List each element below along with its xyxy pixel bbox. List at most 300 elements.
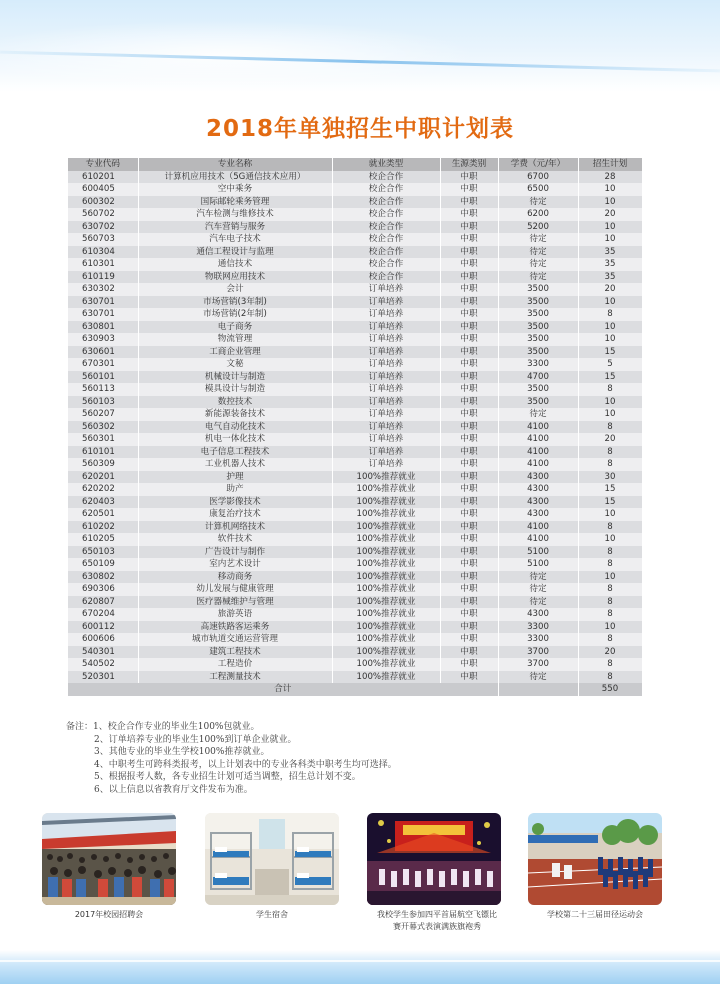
cell-tuition: 6700: [498, 171, 578, 184]
cell-employment-type: 订单培养: [332, 408, 440, 421]
cell-tuition: 待定: [498, 271, 578, 284]
table-row: [68, 296, 642, 309]
cell-employment-type: 订单培养: [332, 396, 440, 409]
cell-tuition: 待定: [498, 196, 578, 209]
cell-quota: 35: [578, 246, 642, 259]
cell-tuition: 待定: [498, 258, 578, 271]
cell-code: 600302: [68, 196, 138, 209]
cell-employment-type: 校企合作: [332, 183, 440, 196]
cell-tuition: 4100: [498, 421, 578, 434]
cell-student-source: 中职: [440, 521, 498, 534]
cell-major: 建筑工程技术: [138, 646, 332, 659]
table-body: [68, 171, 642, 684]
table-row: [68, 196, 642, 209]
cell-tuition: 6200: [498, 208, 578, 221]
cell-quota: 15: [578, 371, 642, 384]
cell-major: 软件技术: [138, 533, 332, 546]
cell-quota: 28: [578, 171, 642, 184]
cell-code: 630903: [68, 333, 138, 346]
cell-tuition: 3500: [498, 283, 578, 296]
table-row: [68, 508, 642, 521]
cell-major: 计算机应用技术（5G通信技术应用）: [138, 171, 332, 184]
cell-major: 工商企业管理: [138, 346, 332, 359]
note-line-1: [66, 721, 666, 734]
cell-student-source: 中职: [440, 271, 498, 284]
cell-student-source: 中职: [440, 546, 498, 559]
cell-major: 移动商务: [138, 571, 332, 584]
cell-quota: 8: [578, 558, 642, 571]
table-row: [68, 371, 642, 384]
bottom-decorative-band: [0, 950, 720, 984]
table-row: [68, 333, 642, 346]
cell-major: 电气自动化技术: [138, 421, 332, 434]
cell-student-source: 中职: [440, 483, 498, 496]
cell-employment-type: 校企合作: [332, 258, 440, 271]
table-row: [68, 621, 642, 634]
cell-code: 630802: [68, 571, 138, 584]
cell-quota: 15: [578, 496, 642, 509]
cell-code: 560103: [68, 396, 138, 409]
cell-major: 医学影像技术: [138, 496, 332, 509]
table-row: [68, 421, 642, 434]
cell-major: 高速铁路客运乘务: [138, 621, 332, 634]
cell-student-source: 中职: [440, 446, 498, 459]
cell-quota: 8: [578, 521, 642, 534]
cell-employment-type: 校企合作: [332, 271, 440, 284]
cell-quota: 10: [578, 333, 642, 346]
cell-tuition: 3500: [498, 296, 578, 309]
cell-tuition: 3700: [498, 658, 578, 671]
cell-employment-type: 100%推荐就业: [332, 596, 440, 609]
cell-tuition: 待定: [498, 596, 578, 609]
table-row: [68, 383, 642, 396]
cell-code: 610304: [68, 246, 138, 259]
cell-employment-type: 100%推荐就业: [332, 471, 440, 484]
cell-tuition: 4700: [498, 371, 578, 384]
cell-quota: 35: [578, 271, 642, 284]
cell-tuition: 4300: [498, 483, 578, 496]
cell-code: 560302: [68, 421, 138, 434]
cell-code: 520301: [68, 671, 138, 684]
cell-employment-type: 订单培养: [332, 383, 440, 396]
cell-major: 旅游英语: [138, 608, 332, 621]
cell-student-source: 中职: [440, 421, 498, 434]
cell-student-source: 中职: [440, 508, 498, 521]
cell-major: 市场营销(2年制): [138, 308, 332, 321]
cell-tuition: 3500: [498, 383, 578, 396]
cell-code: 610301: [68, 258, 138, 271]
table-row: [68, 546, 642, 559]
cell-quota: 8: [578, 583, 642, 596]
cell-employment-type: 订单培养: [332, 296, 440, 309]
cell-major: 新能源装备技术: [138, 408, 332, 421]
cell-code: 620201: [68, 471, 138, 484]
cell-student-source: 中职: [440, 596, 498, 609]
table-row: [68, 396, 642, 409]
cell-employment-type: 100%推荐就业: [332, 621, 440, 634]
table-row: [68, 346, 642, 359]
cell-student-source: 中职: [440, 333, 498, 346]
cell-quota: 8: [578, 671, 642, 684]
cell-student-source: 中职: [440, 633, 498, 646]
cell-student-source: 中职: [440, 383, 498, 396]
cell-employment-type: 订单培养: [332, 283, 440, 296]
cell-student-source: 中职: [440, 233, 498, 246]
cell-code: 560702: [68, 208, 138, 221]
cell-employment-type: 100%推荐就业: [332, 633, 440, 646]
cell-employment-type: 100%推荐就业: [332, 533, 440, 546]
cell-code: 620501: [68, 508, 138, 521]
cell-code: 650103: [68, 546, 138, 559]
cell-student-source: 中职: [440, 496, 498, 509]
cell-quota: 8: [578, 308, 642, 321]
cell-major: 汽车电子技术: [138, 233, 332, 246]
note-item: 2、订单培养专业的毕业生100%到订单企业就业。: [94, 734, 297, 745]
table-row: [68, 283, 642, 296]
cell-major: 机电一体化技术: [138, 433, 332, 446]
note-item: 1、校企合作专业的毕业生100%包就业。: [93, 722, 260, 732]
table-row: [68, 521, 642, 534]
cell-code: 560113: [68, 383, 138, 396]
cell-tuition: 3300: [498, 633, 578, 646]
note-item: 6、以上信息以省教育厅文件发布为准。: [94, 784, 253, 795]
cell-tuition: 4300: [498, 496, 578, 509]
cell-quota: 10: [578, 183, 642, 196]
cell-major: 工业机器人技术: [138, 458, 332, 471]
cell-quota: 15: [578, 346, 642, 359]
cell-student-source: 中职: [440, 183, 498, 196]
cell-quota: 8: [578, 658, 642, 671]
cell-tuition: 3500: [498, 333, 578, 346]
photo-caption: 学校第二十三届田径运动会: [547, 910, 643, 919]
page-title: 2018年单独招生中职计划表: [205, 116, 514, 142]
cell-employment-type: 订单培养: [332, 321, 440, 334]
cell-code: 630701: [68, 308, 138, 321]
cell-employment-type: 校企合作: [332, 208, 440, 221]
caption-line: 赛开幕式表演满族旗袍秀: [393, 922, 481, 931]
cell-employment-type: 100%推荐就业: [332, 508, 440, 521]
header-quota: 招生计划: [578, 158, 642, 171]
cell-major: 市场营销(3年制): [138, 296, 332, 309]
cell-quota: 8: [578, 596, 642, 609]
cell-employment-type: 订单培养: [332, 333, 440, 346]
table-row: [68, 233, 642, 246]
cell-tuition: 4300: [498, 471, 578, 484]
cell-employment-type: 100%推荐就业: [332, 521, 440, 534]
cell-code: 630701: [68, 296, 138, 309]
cell-tuition: 4100: [498, 446, 578, 459]
cell-code: 620403: [68, 496, 138, 509]
cell-major: 物联网应用技术: [138, 271, 332, 284]
cell-quota: 8: [578, 458, 642, 471]
cell-code: 630302: [68, 283, 138, 296]
cell-major: 护理: [138, 471, 332, 484]
table-row: [68, 433, 642, 446]
cell-employment-type: 校企合作: [332, 221, 440, 234]
table-row: [68, 271, 642, 284]
cell-tuition: 待定: [498, 408, 578, 421]
cell-code: 560301: [68, 433, 138, 446]
photo-sports-meet: [528, 813, 662, 905]
cell-student-source: 中职: [440, 208, 498, 221]
cell-student-source: 中职: [440, 221, 498, 234]
cell-tuition: 待定: [498, 571, 578, 584]
cell-code: 600112: [68, 621, 138, 634]
cell-quota: 8: [578, 421, 642, 434]
table-row: [68, 596, 642, 609]
cell-code: 620807: [68, 596, 138, 609]
cell-major: 助产: [138, 483, 332, 496]
cell-student-source: 中职: [440, 583, 498, 596]
cell-quota: 10: [578, 533, 642, 546]
cell-code: 670204: [68, 608, 138, 621]
cell-employment-type: 100%推荐就业: [332, 483, 440, 496]
table-row: [68, 471, 642, 484]
table-row: [68, 483, 642, 496]
cell-quota: 8: [578, 446, 642, 459]
cell-tuition: 5100: [498, 546, 578, 559]
table-row: [68, 246, 642, 259]
photo-caption-multiline: [362, 909, 512, 933]
cell-quota: 30: [578, 471, 642, 484]
cell-major: 汽车营销与服务: [138, 221, 332, 234]
cell-student-source: 中职: [440, 571, 498, 584]
cell-student-source: 中职: [440, 321, 498, 334]
cell-student-source: 中职: [440, 246, 498, 259]
notes-prefix: 备注：: [66, 722, 94, 732]
cell-student-source: 中职: [440, 433, 498, 446]
cell-code: 630801: [68, 321, 138, 334]
cell-tuition: 4100: [498, 533, 578, 546]
cell-employment-type: 订单培养: [332, 433, 440, 446]
cell-major: 汽车检测与维修技术: [138, 208, 332, 221]
cell-major: 通信技术: [138, 258, 332, 271]
cell-student-source: 中职: [440, 296, 498, 309]
cell-tuition: 3500: [498, 396, 578, 409]
cell-student-source: 中职: [440, 621, 498, 634]
cell-student-source: 中职: [440, 646, 498, 659]
cell-code: 610205: [68, 533, 138, 546]
total-spacer: [498, 683, 578, 696]
cell-tuition: 3700: [498, 646, 578, 659]
cell-major: 室内艺术设计: [138, 558, 332, 571]
cell-major: 康复治疗技术: [138, 508, 332, 521]
cell-student-source: 中职: [440, 558, 498, 571]
cell-student-source: 中职: [440, 671, 498, 684]
table-row: [68, 221, 642, 234]
cell-tuition: 3300: [498, 358, 578, 371]
cell-student-source: 中职: [440, 308, 498, 321]
photo-caption: 2017年校园招聘会: [74, 910, 144, 919]
cell-code: 630702: [68, 221, 138, 234]
cell-major: 工程造价: [138, 658, 332, 671]
cell-major: 物流管理: [138, 333, 332, 346]
note-item: 5、根据报考人数，各专业招生计划可适当调整，招生总计划不变。: [94, 772, 361, 783]
cell-tuition: 4100: [498, 433, 578, 446]
cell-quota: 10: [578, 233, 642, 246]
cell-code: 610201: [68, 171, 138, 184]
cell-student-source: 中职: [440, 346, 498, 359]
cell-quota: 10: [578, 321, 642, 334]
cell-student-source: 中职: [440, 171, 498, 184]
cell-code: 600606: [68, 633, 138, 646]
table-row: [68, 321, 642, 334]
cell-tuition: 5200: [498, 221, 578, 234]
cell-employment-type: 订单培养: [332, 308, 440, 321]
cell-tuition: 5100: [498, 558, 578, 571]
cell-code: 670301: [68, 358, 138, 371]
total-row: [68, 683, 642, 696]
cell-code: 630601: [68, 346, 138, 359]
cell-student-source: 中职: [440, 458, 498, 471]
cell-employment-type: 订单培养: [332, 458, 440, 471]
table-row: [68, 533, 642, 546]
cell-tuition: 6500: [498, 183, 578, 196]
cell-code: 560207: [68, 408, 138, 421]
table-row: [68, 408, 642, 421]
cell-quota: 20: [578, 283, 642, 296]
total-label: 合计: [68, 683, 498, 696]
cell-tuition: 4100: [498, 521, 578, 534]
cell-quota: 5: [578, 358, 642, 371]
cell-code: 650109: [68, 558, 138, 571]
cell-code: 540502: [68, 658, 138, 671]
cell-code: 620202: [68, 483, 138, 496]
cell-quota: 20: [578, 646, 642, 659]
cell-major: 医疗器械维护与管理: [138, 596, 332, 609]
cell-tuition: 3300: [498, 621, 578, 634]
cell-student-source: 中职: [440, 396, 498, 409]
cell-code: 610202: [68, 521, 138, 534]
header-major: 专业名称: [138, 158, 332, 171]
cell-quota: 10: [578, 571, 642, 584]
cell-major: 电子商务: [138, 321, 332, 334]
cell-major: 模具设计与制造: [138, 383, 332, 396]
table-row: [68, 671, 642, 684]
cell-code: 610101: [68, 446, 138, 459]
cell-employment-type: 订单培养: [332, 346, 440, 359]
cell-major: 文秘: [138, 358, 332, 371]
cell-quota: 20: [578, 208, 642, 221]
table-row: [68, 646, 642, 659]
cell-major: 通信工程设计与监理: [138, 246, 332, 259]
cell-student-source: 中职: [440, 608, 498, 621]
cell-student-source: 中职: [440, 471, 498, 484]
cell-major: 会计: [138, 283, 332, 296]
cell-employment-type: 校企合作: [332, 246, 440, 259]
enrollment-plan-table: [68, 158, 643, 696]
table-row: [68, 496, 642, 509]
cell-quota: 10: [578, 196, 642, 209]
cell-student-source: 中职: [440, 658, 498, 671]
table-row: [68, 358, 642, 371]
table-header-row: [68, 158, 642, 171]
cell-quota: 10: [578, 621, 642, 634]
cell-employment-type: 校企合作: [332, 196, 440, 209]
total-value: 550: [578, 683, 642, 696]
top-decorative-band: [0, 0, 720, 92]
cell-tuition: 3500: [498, 321, 578, 334]
cell-employment-type: 校企合作: [332, 171, 440, 184]
cell-tuition: 待定: [498, 233, 578, 246]
notes-section: [66, 721, 666, 797]
cell-employment-type: 100%推荐就业: [332, 608, 440, 621]
cell-quota: 8: [578, 608, 642, 621]
note-item: 4、中职考生可跨科类报考，以上计划表中的专业各科类中职考生均可选择。: [94, 759, 397, 770]
note-item: 3、其他专业的毕业生学校100%推荐就业。: [94, 747, 270, 758]
cell-major: 工程测量技术: [138, 671, 332, 684]
cell-employment-type: 订单培养: [332, 446, 440, 459]
cell-student-source: 中职: [440, 283, 498, 296]
table-row: [68, 258, 642, 271]
table-row: [68, 183, 642, 196]
cell-quota: 10: [578, 221, 642, 234]
cell-quota: 10: [578, 396, 642, 409]
cell-employment-type: 100%推荐就业: [332, 496, 440, 509]
table-row: [68, 571, 642, 584]
cell-quota: 8: [578, 383, 642, 396]
photo-job-fair: [42, 813, 176, 905]
table-row: [68, 171, 642, 184]
cell-major: 电子信息工程技术: [138, 446, 332, 459]
photo-stage-performance: [367, 813, 501, 905]
header-code: 专业代码: [68, 158, 138, 171]
cell-tuition: 4300: [498, 508, 578, 521]
cell-employment-type: 100%推荐就业: [332, 671, 440, 684]
cell-student-source: 中职: [440, 258, 498, 271]
table-row: [68, 608, 642, 621]
cell-tuition: 待定: [498, 583, 578, 596]
cell-code: 540301: [68, 646, 138, 659]
cell-major: 幼儿发展与健康管理: [138, 583, 332, 596]
photo-caption: 学生宿舍: [256, 910, 288, 919]
cell-employment-type: 100%推荐就业: [332, 558, 440, 571]
cell-employment-type: 100%推荐就业: [332, 646, 440, 659]
cell-tuition: 3500: [498, 346, 578, 359]
cell-employment-type: 100%推荐就业: [332, 583, 440, 596]
cell-major: 计算机网络技术: [138, 521, 332, 534]
cell-employment-type: 100%推荐就业: [332, 571, 440, 584]
cell-employment-type: 订单培养: [332, 371, 440, 384]
cell-employment-type: 订单培养: [332, 358, 440, 371]
cell-tuition: 待定: [498, 671, 578, 684]
cell-quota: 10: [578, 408, 642, 421]
cell-student-source: 中职: [440, 371, 498, 384]
cell-employment-type: 100%推荐就业: [332, 658, 440, 671]
cell-major: 数控技术: [138, 396, 332, 409]
photo-dormitory: [205, 813, 339, 905]
cell-code: 560101: [68, 371, 138, 384]
cell-code: 690306: [68, 583, 138, 596]
cell-major: 城市轨道交通运营管理: [138, 633, 332, 646]
table-row: [68, 308, 642, 321]
header-student-source: 生源类别: [440, 158, 498, 171]
cell-student-source: 中职: [440, 533, 498, 546]
cell-code: 610119: [68, 271, 138, 284]
cell-tuition: 3500: [498, 308, 578, 321]
cell-employment-type: 订单培养: [332, 421, 440, 434]
cell-employment-type: 100%推荐就业: [332, 546, 440, 559]
cell-employment-type: 校企合作: [332, 233, 440, 246]
cell-major: 空中乘务: [138, 183, 332, 196]
cell-student-source: 中职: [440, 408, 498, 421]
cell-major: 国际邮轮乘务管理: [138, 196, 332, 209]
cell-code: 560703: [68, 233, 138, 246]
table-row: [68, 446, 642, 459]
cell-student-source: 中职: [440, 358, 498, 371]
caption-line: 我校学生参加四平首届航空飞镖比: [377, 910, 497, 919]
cell-quota: 10: [578, 296, 642, 309]
